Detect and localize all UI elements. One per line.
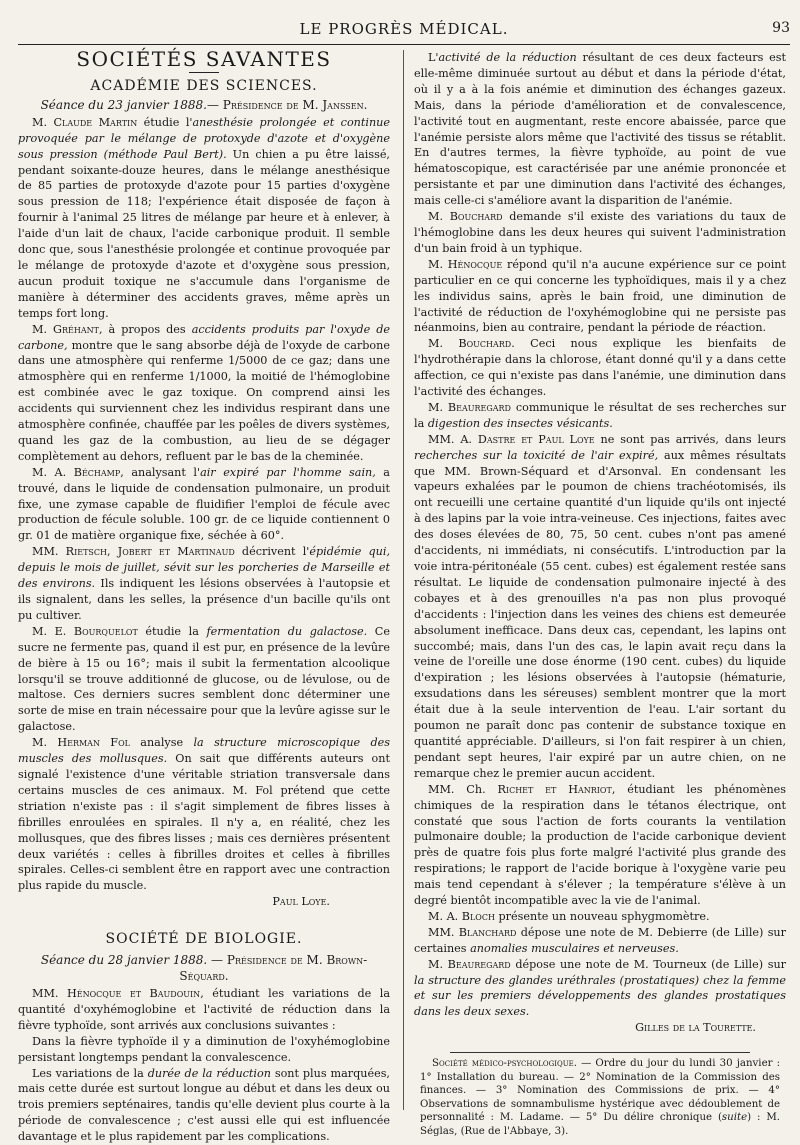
academie-title: ACADÉMIE DES SCIENCES. <box>90 77 318 94</box>
academie-seance <box>18 97 390 113</box>
article-paragraph: MM. Blanchard dépose une note de M. Debierre (de Lille) sur certaines anomalies musculaires et nerveuses. <box>414 925 786 955</box>
journal-title: LE PROGRÈS MÉDICAL. <box>299 20 509 38</box>
notice-block <box>414 1057 786 1138</box>
article-paragraph: M. Claude Martin étudie l'anesthésie prolongée et continue provoquée par le mélange de protoxyde d'azote et d'oxygène sous pression (méthode Paul Bert). Un chien a pu être laissé, pendant soixante-douze heures, dans le mélange anesthésique de 85 parties de protoxyde d'azote pour 15 parties d'oxygène sous pression de 118; l'expérience était disposée de façon à fournir à l'animal 25 litres de mélange par heure et à enlever, à l'aide d'un lait de chaux, l'acide carbonique produit. Il semble donc que, sous l'anesthésie prolongée et continue provoquée par le mélange de protoxyde d'azote et d'oxygène sous pression, aucun produit toxique ne s'accumule dans l'organisme de manière à déterminer des accidents graves, même après un temps fort long. <box>18 115 390 320</box>
article-paragraph: MM. Hénocque et Baudouin, étudiant les variations de la quantité d'oxyhémoglobine et l'activité de réduction dans la fièvre typhoïde, sont arrivés aux conclusions suivantes : <box>18 987 390 1032</box>
article-paragraph: M. Beauregard dépose une note de M. Tourneux (de Lille) sur la structure des glandes uréthrales (prostatiques) chez la femme et sur les premiers développements des glandes prostatiques dans les deux sexes. <box>414 957 786 1019</box>
academie-seance-date: Séance du 23 janvier 1888.— <box>40 97 219 112</box>
article-paragraph: Les variations de la durée de la réduction sont plus marquées, mais cette durée est surtout longue au début et dans les deux ou trois premiers septénaires, tandis qu'elle devient plus courte à la période de convalescence ; c'est aussi elle qui est influencée davantage et le plus rapidement par les complications. <box>18 1066 390 1144</box>
article-paragraph: Dans la fièvre typhoïde il y a diminution de l'oxyhémoglobine persistant longtemps pendant la convalescence. <box>18 1034 390 1064</box>
biologie-title: SOCIÉTÉ DE BIOLOGIE. <box>105 931 303 948</box>
article-paragraph: M. A. Bloch présente un nouveau sphygmomètre. <box>428 909 710 923</box>
article-paragraph: M. Gréhant, à propos des accidents produits par l'oxyde de carbone, montre que le sang absorbe déjà de l'oxyde de carbone dans une atmosphère qui renferme 1/5000 de ce gaz; dans une atmosphère qui en renferme 1/1000, la moitié de l'hémoglobine est combinée avec le gaz toxique. On comprend ainsi les accidents qui surviennent chez les individus respirant dans une atmosphère confinée, chauffée par les poêles de divers systèmes, quand les gaz de la combustion, au lieu de se dégager complètement au dehors, refluent par le bas de la cheminée. <box>18 322 390 463</box>
column-divider <box>403 50 404 1110</box>
biologie-signature: Gilles de la Tourette. <box>635 1021 756 1035</box>
biologie-seance-president: Présidence de M. Brown-Séquard. <box>179 953 368 984</box>
article-paragraph: MM. A. Dastre et Paul Loye ne sont pas arrivés, dans leurs recherches sur la toxicité de l'air expiré, aux mêmes résultats que MM. Brown-Séquard et d'Arsonval. En condensant les vapeurs exhalées par le poumon de chiens trachéotomisés, ils ont recueilli une certaine quantité d'un liquide qu'ils ont injecté à des lapins par la voie intra-veineuse. Ces injections, faites avec des doses élevées de 80, 75, 50 cent. cubes n'ont pas amené d'accidents, ni immédiats, ni consécutifs. L'introduction par la voie intra-péritonéale (55 cent. cubes) est également restée sans résultat. Le liquide de condensation pulmonaire injecté à des cobayes et à des grenouilles n'a pas non plus provoqué d'accidents : l'injection dans les veines des chiens est demeurée absolument inefficace. Dans deux cas, cependant, les lapins ont succombé; mais, dans l'un des cas, le lapin avait reçu dans la veine de l'oreille une dose énorme (190 cent. cubes) du liquide d'expiration ; les lésions observées à l'autopsie (hématurie, exsudations dans les séreuses) semblent montrer que la mort était due à la seule intervention de l'eau. L'air sortant du poumon ne paraît donc pas contenir de substance toxique en quantité appréciable. D'ailleurs, si l'on fait respirer à un chien, pendant sept heures, l'air expiré par un autre chien, on ne remarque chez le premier aucun accident. <box>414 432 787 780</box>
article-paragraph: MM. Ch. Richet et Hanriot, étudiant les phénomènes chimiques de la respiration dans le tétanos électrique, ont constaté que sous l'action de forts courants la ventilation pulmonaire double; la production de l'acide carbonique devient près de quatre fois plus forte malgré l'activité plus grande des respirations; le rapport de l'acide borique à l'oxygène varie peu mais tend cependant à s'élever ; la température s'élève à un degré bientôt incompatible avec la vie de l'animal. <box>414 782 787 908</box>
article-paragraph: M. A. Béchamp, analysant l'air expiré par l'homme sain, a trouvé, dans le liquide de condensation pulmonaire, un produit fixe, une zymase capable de fluidifier l'emploi de fécule avec production de fécule soluble. 100 gr. de ce liquide contiennent 0 gr. 01 de matière organique fixe, séchée à 60°. <box>18 465 390 543</box>
biologie-seance <box>18 952 390 984</box>
academie-seance-president: Présidence de M. Janssen. <box>222 97 368 112</box>
notice-rule <box>450 1052 750 1053</box>
left-column <box>18 47 391 1145</box>
article-paragraph: M. Hénocque répond qu'il n'a aucune expérience sur ce point particulier en ce qui concerne les typhoïdiques, mais il y a chez les individus sains, après le bain froid, une diminution de l'activité de réduction de l'oxyhémoglobine qui ne persiste pas néanmoins, bien au contraire, pendant la période de réaction. <box>414 257 786 335</box>
notice-text: Société médico-psychologique. — Ordre du jour du lundi 30 janvier : 1° Installation du bureau. — 2° Nomination de la Commission des finances. — 3° Nomination des Commissions de prix. — 4° Observations de somnambulisme hystérique avec dédoublement de personnalité : M. Ladame. — 5° Du délire chronique (suite) : M. Séglas, (Rue de l'Abbaye, 3). <box>420 1058 781 1137</box>
academie-signature: Paul Loye. <box>272 895 330 909</box>
section-title: SOCIÉTÉS SAVANTES <box>76 47 332 71</box>
article-paragraph: M. E. Bourquelot étudie la fermentation du galactose. Ce sucre ne fermente pas, quand il est pur, en présence de la levûre de bière à 15 ou 16°; mais il subit la fermentation alcoolique lorsqu'il se trouve additionné de glucose, ou de lévulose, ou de maltose. Ces derniers sucres semblent donc déterminer une sorte de mise en train nécessaire pour que la levûre agisse sur le galactose. <box>18 624 390 734</box>
article-paragraph: MM. Rietsch, Jobert et Martinaud décrivent l'épidémie qui, depuis le mois de juillet, sévit sur les porcheries de Marseille et des environs. Ils indiquent les lésions observées à l'autopsie et ils signalent, dans les selles, la présence d'un bacille qu'ils ont pu cultiver. <box>18 545 390 622</box>
article-paragraph: M. Bouchard demande s'il existe des variations du taux de l'hémoglobine dans les deux heures qui suivent l'administration d'un bain froid à un typhique. <box>414 210 786 255</box>
section-rule <box>189 72 219 73</box>
page-number: 93 <box>772 20 790 36</box>
right-column <box>414 50 786 1138</box>
article-paragraph: L'activité de la réduction résultant de ces deux facteurs est elle-même diminuée surtout au début et dans la période d'état, où il y a à la fois anémie et diminution des échanges gazeux. Mais, dans la période d'amélioration et de convalescence, l'activité tout en augmentant, reste encore abaissée, parce que l'anémie persiste alors même que l'activité des tissus se rétablit. En d'autres termes, la fièvre typhoïde, au point de vue hématoscopique, est caractérisée par une anémie prononcée et persistante et par une diminution dans l'activité des échanges, mais celle-ci s'améliore avant la disparition de l'anémie. <box>414 51 786 208</box>
article-paragraph: M. Bouchard. Ceci nous explique les bienfaits de l'hydrothérapie dans la chlorose, étant donné qu'il y a dans cette affection, ce qui n'existe pas dans l'anémie, une diminution dans l'activité des échanges. <box>414 337 786 399</box>
page-header <box>18 14 790 45</box>
article-paragraph: M. Herman Fol analyse la structure microscopique des muscles des mollusques. On sait que différents auteurs ont signalé l'existence d'une véritable striation transversale dans certains muscles de ces animaux. M. Fol prétend que cette striation n'existe pas : il s'agit simplement de fibres lisses à fibrilles enroulées en spirales. Il n'y a, en réalité, chez les mollusques, que des fibres lisses ; mais ces dernières présentent deux variétés : celles à fibrilles droites et celles à fibrilles spirales. Celles-ci semblent être en rapport avec une contraction plus rapide du muscle. <box>18 736 391 893</box>
biologie-seance-date: Séance du 28 janvier 1888. — <box>40 953 224 968</box>
article-paragraph: M. Beauregard communique le résultat de ses recherches sur la digestion des insectes vésicants. <box>414 400 786 430</box>
